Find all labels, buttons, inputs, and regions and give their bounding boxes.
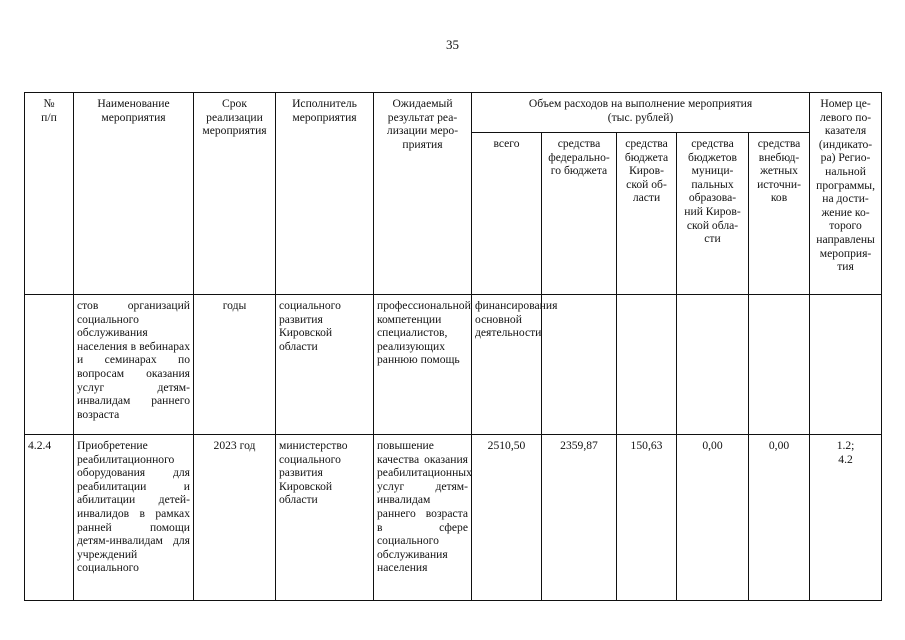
header-indicator: Номер це- левого по- казателя (индикато- ра) Регио- нальной программы, на дости- жение ко- торого направлены мероприя- тия xyxy=(810,93,882,295)
cell-indicator: 1.2; 4.2 xyxy=(810,435,882,601)
table-row xyxy=(25,435,882,601)
header-total: всего xyxy=(472,133,542,295)
header-row-top xyxy=(25,93,882,133)
cell-indicator xyxy=(810,295,882,435)
header-federal: средства федерально- го бюджета xyxy=(542,133,617,295)
cell-total: 2510,50 xyxy=(472,435,542,601)
cell-total: финансирования основной деятельности xyxy=(472,295,542,435)
cell-regional: 150,63 xyxy=(617,435,677,601)
cell-period: годы xyxy=(194,295,276,435)
header-name: Наименование мероприятия xyxy=(74,93,194,295)
cell-name: стов организаций социального обслуживания населения в вебинарах и семинарах по вопросам оказания услуг детям-инвалидам раннего возраста xyxy=(74,295,194,435)
header-num: № п/п xyxy=(25,93,74,295)
cell-period: 2023 год xyxy=(194,435,276,601)
cell-executor: министерство социального развития Кировской области xyxy=(276,435,374,601)
header-regional: средства бюджета Киров- ской об- ласти xyxy=(617,133,677,295)
header-municipal: средства бюджетов муници- пальных образова- ний Киров- ской обла- сти xyxy=(677,133,749,295)
cell-executor: социального развития Кировской области xyxy=(276,295,374,435)
page-number: 35 xyxy=(446,37,459,52)
cell-name: Приобретение реабилитационного оборудования для реабилитации и абилитации детей-инвалидов в рамках ранней помощи детям-инвалидам для учреждений социального xyxy=(74,435,194,601)
cell-result: профессиональной компетенции специалистов, реализующих раннюю помощь xyxy=(374,295,472,435)
cell-municipal xyxy=(677,295,749,435)
cell-regional xyxy=(617,295,677,435)
cell-num: 4.2.4 xyxy=(25,435,74,601)
header-extra: средства внебюд- жетных источни- ков xyxy=(749,133,810,295)
cell-federal xyxy=(542,295,617,435)
cell-num xyxy=(25,295,74,435)
expenses-table xyxy=(24,92,882,601)
cell-result: повышение качества оказания реабилитационных услуг детям-инвалидам раннего возраста в сфере социального обслуживания населения xyxy=(374,435,472,601)
table-row xyxy=(25,295,882,435)
cell-federal: 2359,87 xyxy=(542,435,617,601)
header-executor: Исполнитель мероприятия xyxy=(276,93,374,295)
header-result: Ожидаемый результат реа- лизации меро- приятия xyxy=(374,93,472,295)
cell-extra xyxy=(749,295,810,435)
header-expenses-group: Объем расходов на выполнение мероприятия (тыс. рублей) xyxy=(472,93,810,133)
header-period: Срок реализации мероприятия xyxy=(194,93,276,295)
cell-municipal: 0,00 xyxy=(677,435,749,601)
cell-extra: 0,00 xyxy=(749,435,810,601)
